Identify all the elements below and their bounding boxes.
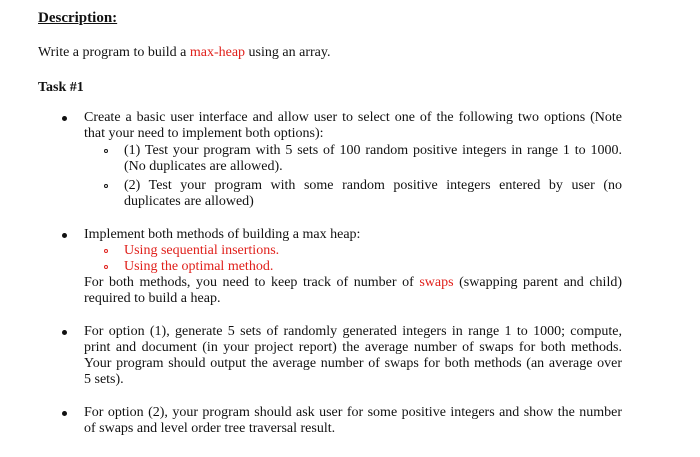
bullet-dot-1 bbox=[62, 116, 67, 121]
sub-circle-2b bbox=[104, 265, 108, 269]
description-heading: Description: bbox=[38, 10, 118, 26]
bullet3-line1: For option (1), generate 5 sets of randomly generated integers in range 1 to 1000; compute, bbox=[84, 324, 622, 339]
sub-circle-1a bbox=[104, 149, 108, 153]
bullet4-line1: For option (2), your program should ask user for some positive integers and show the number bbox=[84, 405, 622, 420]
max-heap-highlight: max-heap bbox=[189, 45, 246, 60]
bullet-dot-2 bbox=[62, 233, 67, 238]
bullet2-line1: Implement both methods of building a max heap: bbox=[84, 227, 361, 242]
option1-line2: (No duplicates are allowed). bbox=[124, 159, 283, 174]
option2-line2: duplicates are allowed) bbox=[124, 194, 254, 209]
description-text bbox=[38, 45, 330, 61]
option1-line1: (1) Test your program with 5 sets of 100 random positive integers in range 1 to 1000. bbox=[124, 143, 622, 158]
bullet-dot-4 bbox=[62, 411, 67, 416]
option2-line1: (2) Test your program with some random positive integers entered by user (no bbox=[124, 178, 622, 193]
sub-circle-2a bbox=[104, 249, 108, 253]
para-post: (swapping parent and child) bbox=[453, 275, 622, 290]
para-pre: For both methods, you need to keep track of number of bbox=[84, 275, 420, 290]
bullet3-line3: Your program should output the average number of swaps for both methods (an average over bbox=[84, 356, 622, 371]
method-optimal: Using the optimal method. bbox=[124, 259, 274, 274]
description-text-post: using an array. bbox=[245, 45, 331, 60]
bullet2-para-line1 bbox=[84, 275, 622, 291]
bullet-dot-3 bbox=[62, 330, 67, 335]
description-text-pre: Write a program to build a bbox=[38, 45, 190, 60]
bullet1-line1: Create a basic user interface and allow user to select one of the following two options (Note bbox=[84, 110, 622, 125]
bullet3-line2: print and document (in your project report) the average number of swaps for both methods. bbox=[84, 340, 622, 355]
sub-circle-1b bbox=[104, 184, 108, 188]
bullet3-line4: 5 sets). bbox=[84, 372, 124, 387]
bullet4-line2: of swaps and level order tree traversal result. bbox=[84, 421, 336, 436]
swaps-highlight: swaps bbox=[419, 275, 454, 290]
bullet2-para-line2: required to build a heap. bbox=[84, 291, 221, 306]
bullet1-line2: that your need to implement both options): bbox=[84, 126, 324, 141]
method-sequential: Using sequential insertions. bbox=[124, 243, 280, 258]
task-heading: Task #1 bbox=[38, 80, 84, 95]
